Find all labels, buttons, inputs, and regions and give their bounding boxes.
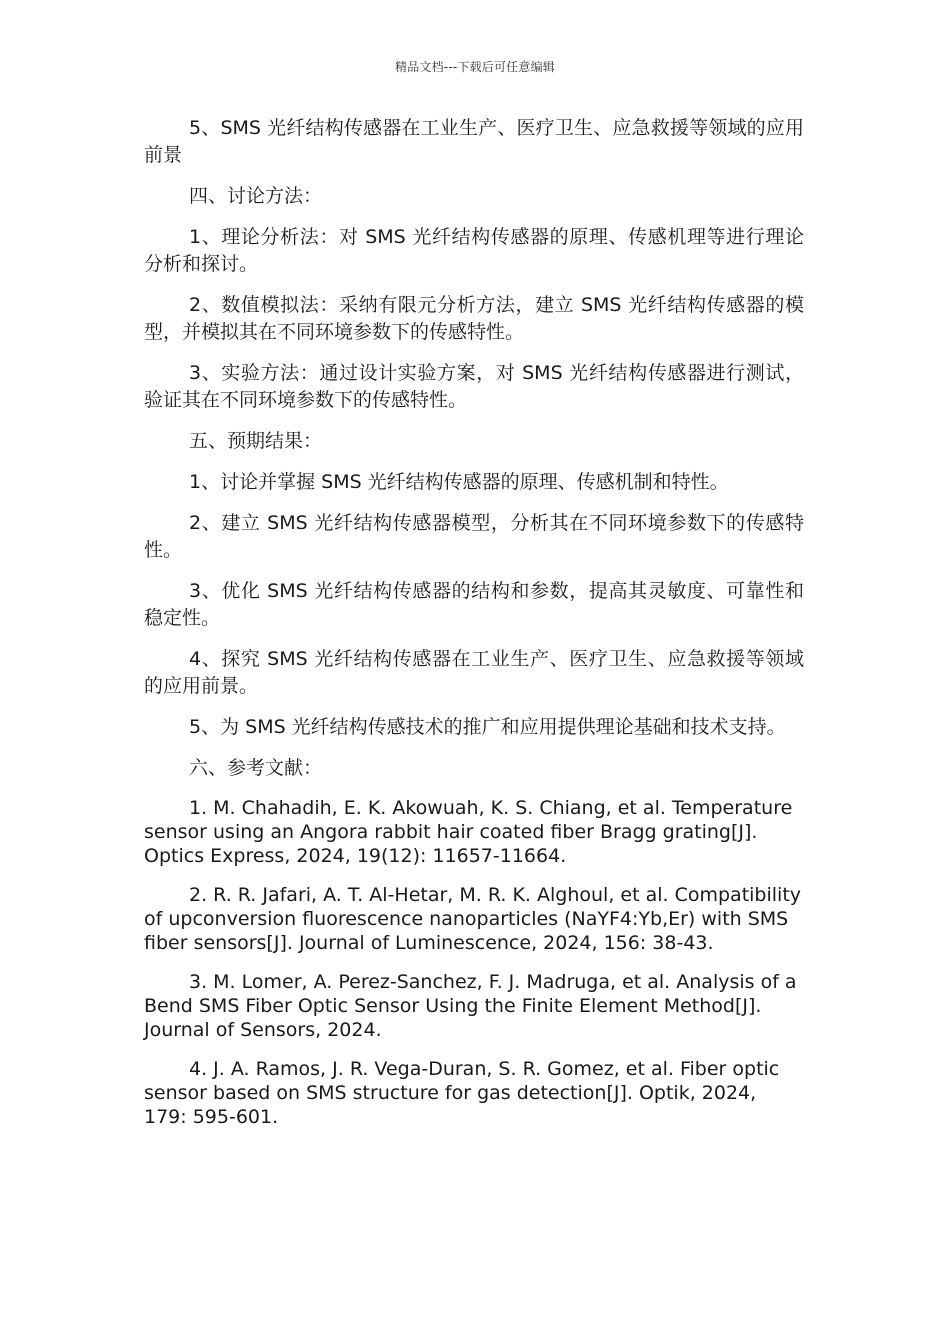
reference-item-1: 1. M. Chahadih, E. K. Akowuah, K. S. Chiang, et al. Temperature sensor using an Angora rabbit hair coated fiber Bragg grating[J]. Optics Express, 2024, 19(12): 11657-11664. xyxy=(144,797,793,867)
section-heading-methods: 四、讨论方法： xyxy=(189,185,323,207)
document-body xyxy=(144,115,804,1144)
result-item-3: 3、优化 SMS 光纤结构传感器的结构和参数，提高其灵敏度、可靠性和稳定性。 xyxy=(144,580,804,629)
paragraph-application-prospects: 5、SMS 光纤结构传感器在工业生产、医疗卫生、应急救援等领域的应用前景 xyxy=(144,117,804,166)
method-item-3: 3、实验方法：通过设计实验方案，对 SMS 光纤结构传感器进行测试，验证其在不同环境参数下的传感特性。 xyxy=(144,362,804,411)
reference-item-2: 2. R. R. Jafari, A. T. Al-Hetar, M. R. K. Alghoul, et al. Compatibility of upconversion fluorescence nanoparticles (NaYF4:Yb,Er) with SMS fiber sensors[J]. Journal of Luminescence, 2024, 156: 38-43. xyxy=(144,884,802,954)
reference-item-3: 3. M. Lomer, A. Perez-Sanchez, F. J. Madruga, et al. Analysis of a Bend SMS Fiber Optic Sensor Using the Finite Element Method[J]. Journal of Sensors, 2024. xyxy=(144,971,797,1041)
reference-item-4: 4. J. A. Ramos, J. R. Vega-Duran, S. R. Gomez, et al. Fiber optic sensor based on SMS structure for gas detection[J]. Optik, 2024, 179: 595-601. xyxy=(144,1058,780,1128)
section-heading-expected-results: 五、预期结果： xyxy=(189,430,323,452)
method-item-2: 2、数值模拟法：采纳有限元分析方法，建立 SMS 光纤结构传感器的模型，并模拟其在不同环境参数下的传感特性。 xyxy=(144,294,804,343)
method-item-1: 1、理论分析法：对 SMS 光纤结构传感器的原理、传感机理等进行理论分析和探讨。 xyxy=(144,226,804,275)
section-heading-references: 六、参考文献： xyxy=(189,757,323,779)
page-header: 精品文档---下载后可任意编辑 xyxy=(395,60,555,74)
result-item-4: 4、探究 SMS 光纤结构传感器在工业生产、医疗卫生、应急救援等领域的应用前景。 xyxy=(144,648,804,697)
result-item-5: 5、为 SMS 光纤结构传感技术的推广和应用提供理论基础和技术支持。 xyxy=(189,716,786,738)
result-item-1: 1、讨论并掌握 SMS 光纤结构传感器的原理、传感机制和特性。 xyxy=(189,471,729,493)
result-item-2: 2、建立 SMS 光纤结构传感器模型，分析其在不同环境参数下的传感特性。 xyxy=(144,512,804,561)
